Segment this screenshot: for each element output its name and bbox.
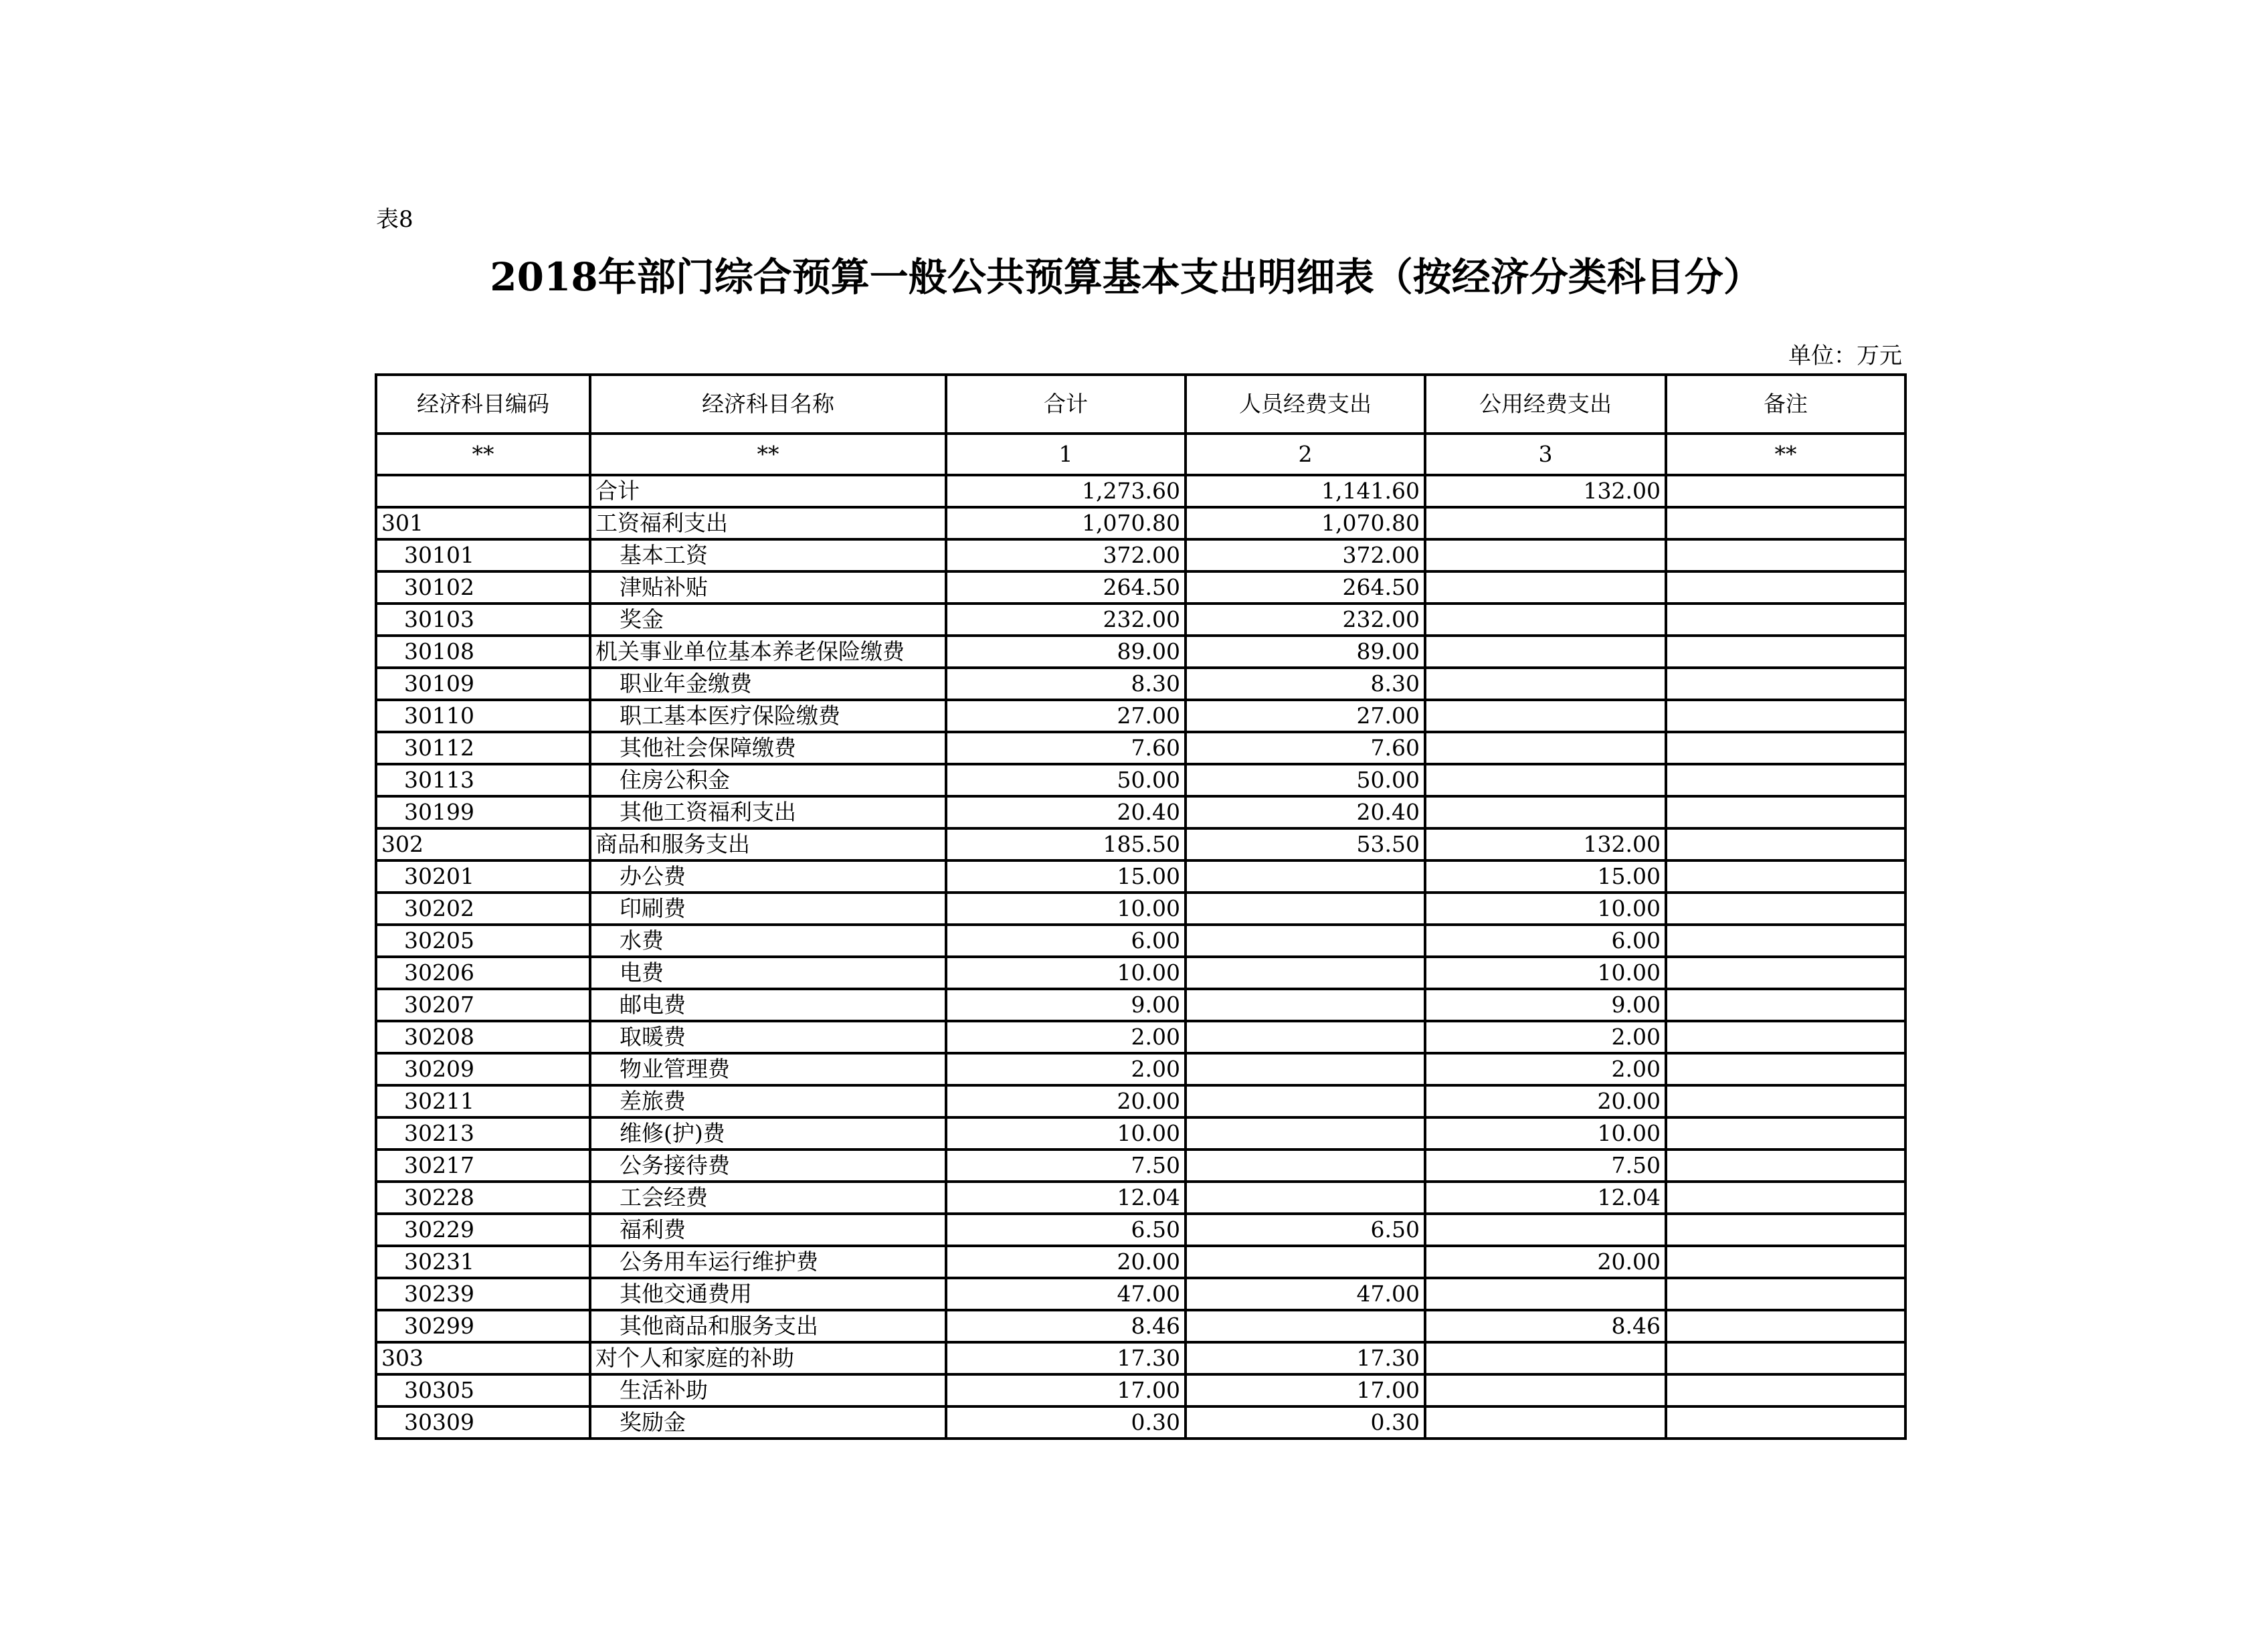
cell-code: 30201 (376, 860, 590, 893)
cell-personnel: 264.50 (1186, 571, 1425, 604)
cell-note (1666, 1214, 1905, 1246)
cell-personnel (1186, 1310, 1425, 1342)
cell-note (1666, 1085, 1905, 1117)
table-row (376, 1085, 1905, 1117)
cell-public (1425, 764, 1666, 796)
cell-public: 7.50 (1425, 1150, 1666, 1182)
cell-code: 30239 (376, 1278, 590, 1310)
cell-code: 30299 (376, 1310, 590, 1342)
table-row (376, 1053, 1905, 1085)
cell-total: 1,070.80 (946, 507, 1186, 539)
cell-total: 1,273.60 (946, 475, 1186, 507)
cell-name: 其他商品和服务支出 (590, 1310, 946, 1342)
table-number-label: 表8 (376, 206, 413, 233)
table-row (376, 925, 1905, 957)
cell-code: 30211 (376, 1085, 590, 1117)
cell-personnel: 53.50 (1186, 828, 1425, 860)
cell-code: 303 (376, 1342, 590, 1374)
cell-personnel: 0.30 (1186, 1406, 1425, 1439)
cell-total: 10.00 (946, 957, 1186, 989)
cell-name: 办公费 (590, 860, 946, 893)
table-row (376, 539, 1905, 571)
cell-note (1666, 1342, 1905, 1374)
cell-note (1666, 732, 1905, 764)
cell-name: 生活补助 (590, 1374, 946, 1406)
column-index-total: 1 (946, 434, 1186, 475)
cell-public: 10.00 (1425, 893, 1666, 925)
cell-name: 商品和服务支出 (590, 828, 946, 860)
table-row (376, 1374, 1905, 1406)
cell-total: 50.00 (946, 764, 1186, 796)
cell-public (1425, 1374, 1666, 1406)
cell-name: 印刷费 (590, 893, 946, 925)
column-index-note: ** (1666, 434, 1905, 475)
cell-total: 47.00 (946, 1278, 1186, 1310)
cell-personnel: 1,070.80 (1186, 507, 1425, 539)
table-row (376, 1214, 1905, 1246)
table-row (376, 1182, 1905, 1214)
cell-public (1425, 1214, 1666, 1246)
cell-public: 132.00 (1425, 475, 1666, 507)
cell-code: 30205 (376, 925, 590, 957)
cell-note (1666, 571, 1905, 604)
table-row (376, 1278, 1905, 1310)
column-index-code: ** (376, 434, 590, 475)
cell-code: 30209 (376, 1053, 590, 1085)
cell-note (1666, 957, 1905, 989)
cell-total: 10.00 (946, 893, 1186, 925)
cell-note (1666, 828, 1905, 860)
cell-total: 10.00 (946, 1117, 1186, 1150)
cell-name: 维修(护)费 (590, 1117, 946, 1150)
cell-total: 372.00 (946, 539, 1186, 571)
cell-note (1666, 796, 1905, 828)
cell-name: 物业管理费 (590, 1053, 946, 1085)
cell-code: 30213 (376, 1117, 590, 1150)
cell-code: 301 (376, 507, 590, 539)
cell-public: 15.00 (1425, 860, 1666, 893)
cell-public (1425, 1342, 1666, 1374)
cell-name: 合计 (590, 475, 946, 507)
cell-total: 0.30 (946, 1406, 1186, 1439)
cell-personnel: 17.00 (1186, 1374, 1425, 1406)
cell-name: 水费 (590, 925, 946, 957)
cell-public (1425, 1278, 1666, 1310)
table-row (376, 700, 1905, 732)
table-row (376, 507, 1905, 539)
cell-total: 8.46 (946, 1310, 1186, 1342)
cell-public (1425, 539, 1666, 571)
cell-public: 10.00 (1425, 957, 1666, 989)
table-row (376, 732, 1905, 764)
column-header-note: 备注 (1666, 375, 1905, 434)
table-row (376, 1150, 1905, 1182)
cell-public: 20.00 (1425, 1085, 1666, 1117)
cell-total: 20.00 (946, 1085, 1186, 1117)
cell-note (1666, 1053, 1905, 1085)
cell-public (1425, 507, 1666, 539)
table-row (376, 1310, 1905, 1342)
cell-personnel (1186, 957, 1425, 989)
cell-code: 30109 (376, 668, 590, 700)
cell-total: 9.00 (946, 989, 1186, 1021)
budget-table (375, 373, 1907, 1440)
column-header-name: 经济科目名称 (590, 375, 946, 434)
cell-name: 住房公积金 (590, 764, 946, 796)
cell-code: 30217 (376, 1150, 590, 1182)
cell-personnel (1186, 860, 1425, 893)
cell-personnel (1186, 1053, 1425, 1085)
cell-public: 6.00 (1425, 925, 1666, 957)
cell-total: 89.00 (946, 636, 1186, 668)
column-header-personnel: 人员经费支出 (1186, 375, 1425, 434)
cell-note (1666, 507, 1905, 539)
cell-personnel (1186, 989, 1425, 1021)
cell-code: 30202 (376, 893, 590, 925)
unit-label: 单位：万元 (1788, 343, 1902, 369)
cell-note (1666, 925, 1905, 957)
cell-name: 电费 (590, 957, 946, 989)
document-title: 2018年部门综合预算一般公共预算基本支出明细表（按经济分类科目分） (490, 254, 1762, 300)
cell-code (376, 475, 590, 507)
cell-code: 30208 (376, 1021, 590, 1053)
cell-name: 取暖费 (590, 1021, 946, 1053)
cell-personnel (1186, 1246, 1425, 1278)
table-row (376, 475, 1905, 507)
cell-personnel (1186, 1085, 1425, 1117)
table-row (376, 828, 1905, 860)
cell-code: 30309 (376, 1406, 590, 1439)
cell-note (1666, 636, 1905, 668)
cell-total: 7.60 (946, 732, 1186, 764)
cell-name: 其他社会保障缴费 (590, 732, 946, 764)
cell-public (1425, 732, 1666, 764)
cell-note (1666, 475, 1905, 507)
cell-personnel: 6.50 (1186, 1214, 1425, 1246)
cell-personnel (1186, 893, 1425, 925)
cell-name: 奖励金 (590, 1406, 946, 1439)
cell-code: 30113 (376, 764, 590, 796)
table-row (376, 1342, 1905, 1374)
table-row (376, 1246, 1905, 1278)
cell-personnel: 1,141.60 (1186, 475, 1425, 507)
cell-name: 福利费 (590, 1214, 946, 1246)
cell-personnel (1186, 925, 1425, 957)
column-header-total: 合计 (946, 375, 1186, 434)
cell-code: 30103 (376, 604, 590, 636)
table-row (376, 1117, 1905, 1150)
cell-code: 30108 (376, 636, 590, 668)
cell-note (1666, 1310, 1905, 1342)
column-index-name: ** (590, 434, 946, 475)
cell-code: 30231 (376, 1246, 590, 1278)
cell-code: 30199 (376, 796, 590, 828)
cell-code: 30206 (376, 957, 590, 989)
table-row (376, 989, 1905, 1021)
cell-name: 基本工资 (590, 539, 946, 571)
cell-personnel: 50.00 (1186, 764, 1425, 796)
cell-personnel (1186, 1182, 1425, 1214)
table-row (376, 860, 1905, 893)
table-row (376, 1406, 1905, 1439)
column-header-code: 经济科目编码 (376, 375, 590, 434)
cell-personnel: 17.30 (1186, 1342, 1425, 1374)
cell-personnel: 20.40 (1186, 796, 1425, 828)
cell-public (1425, 1406, 1666, 1439)
cell-public: 132.00 (1425, 828, 1666, 860)
cell-note (1666, 1406, 1905, 1439)
cell-personnel: 372.00 (1186, 539, 1425, 571)
cell-note (1666, 1021, 1905, 1053)
cell-public (1425, 668, 1666, 700)
cell-note (1666, 1182, 1905, 1214)
table-row (376, 636, 1905, 668)
cell-note (1666, 893, 1905, 925)
table-row (376, 893, 1905, 925)
cell-personnel: 27.00 (1186, 700, 1425, 732)
cell-total: 264.50 (946, 571, 1186, 604)
cell-public: 8.46 (1425, 1310, 1666, 1342)
cell-code: 30305 (376, 1374, 590, 1406)
cell-note (1666, 1278, 1905, 1310)
table-row (376, 796, 1905, 828)
cell-personnel (1186, 1150, 1425, 1182)
cell-total: 20.40 (946, 796, 1186, 828)
cell-note (1666, 764, 1905, 796)
column-index-row (376, 434, 1905, 475)
cell-note (1666, 668, 1905, 700)
cell-note (1666, 539, 1905, 571)
cell-note (1666, 604, 1905, 636)
cell-name: 工会经费 (590, 1182, 946, 1214)
cell-name: 其他工资福利支出 (590, 796, 946, 828)
cell-name: 机关事业单位基本养老保险缴费 (590, 636, 946, 668)
cell-personnel: 89.00 (1186, 636, 1425, 668)
cell-public: 10.00 (1425, 1117, 1666, 1150)
column-index-public: 3 (1425, 434, 1666, 475)
cell-public: 12.04 (1425, 1182, 1666, 1214)
table-header-row (376, 375, 1905, 434)
cell-public: 2.00 (1425, 1021, 1666, 1053)
table-row (376, 604, 1905, 636)
cell-code: 30229 (376, 1214, 590, 1246)
cell-note (1666, 1117, 1905, 1150)
column-index-personnel: 2 (1186, 434, 1425, 475)
table-row (376, 764, 1905, 796)
table-row (376, 571, 1905, 604)
cell-code: 30102 (376, 571, 590, 604)
cell-note (1666, 989, 1905, 1021)
cell-total: 12.04 (946, 1182, 1186, 1214)
table-row (376, 957, 1905, 989)
cell-name: 公务接待费 (590, 1150, 946, 1182)
cell-total: 2.00 (946, 1053, 1186, 1085)
cell-personnel: 232.00 (1186, 604, 1425, 636)
cell-public (1425, 571, 1666, 604)
cell-personnel: 7.60 (1186, 732, 1425, 764)
cell-name: 职业年金缴费 (590, 668, 946, 700)
cell-note (1666, 1246, 1905, 1278)
cell-public (1425, 636, 1666, 668)
cell-code: 30110 (376, 700, 590, 732)
cell-total: 8.30 (946, 668, 1186, 700)
cell-total: 6.50 (946, 1214, 1186, 1246)
cell-code: 30207 (376, 989, 590, 1021)
cell-total: 7.50 (946, 1150, 1186, 1182)
cell-total: 2.00 (946, 1021, 1186, 1053)
column-header-public: 公用经费支出 (1425, 375, 1666, 434)
cell-personnel: 47.00 (1186, 1278, 1425, 1310)
cell-total: 232.00 (946, 604, 1186, 636)
cell-note (1666, 700, 1905, 732)
cell-total: 17.00 (946, 1374, 1186, 1406)
cell-public: 20.00 (1425, 1246, 1666, 1278)
cell-name: 奖金 (590, 604, 946, 636)
cell-public: 9.00 (1425, 989, 1666, 1021)
cell-name: 公务用车运行维护费 (590, 1246, 946, 1278)
cell-public (1425, 700, 1666, 732)
cell-note (1666, 1374, 1905, 1406)
cell-name: 邮电费 (590, 989, 946, 1021)
cell-code: 302 (376, 828, 590, 860)
cell-name: 职工基本医疗保险缴费 (590, 700, 946, 732)
cell-name: 对个人和家庭的补助 (590, 1342, 946, 1374)
cell-personnel (1186, 1021, 1425, 1053)
cell-public: 2.00 (1425, 1053, 1666, 1085)
cell-total: 20.00 (946, 1246, 1186, 1278)
cell-public (1425, 604, 1666, 636)
cell-name: 差旅费 (590, 1085, 946, 1117)
cell-name: 工资福利支出 (590, 507, 946, 539)
cell-total: 15.00 (946, 860, 1186, 893)
cell-name: 津贴补贴 (590, 571, 946, 604)
cell-code: 30112 (376, 732, 590, 764)
cell-name: 其他交通费用 (590, 1278, 946, 1310)
cell-personnel: 8.30 (1186, 668, 1425, 700)
cell-note (1666, 860, 1905, 893)
cell-total: 27.00 (946, 700, 1186, 732)
cell-total: 185.50 (946, 828, 1186, 860)
cell-note (1666, 1150, 1905, 1182)
cell-total: 17.30 (946, 1342, 1186, 1374)
cell-total: 6.00 (946, 925, 1186, 957)
cell-public (1425, 796, 1666, 828)
cell-code: 30228 (376, 1182, 590, 1214)
cell-code: 30101 (376, 539, 590, 571)
table-row (376, 668, 1905, 700)
table-row (376, 1021, 1905, 1053)
cell-personnel (1186, 1117, 1425, 1150)
